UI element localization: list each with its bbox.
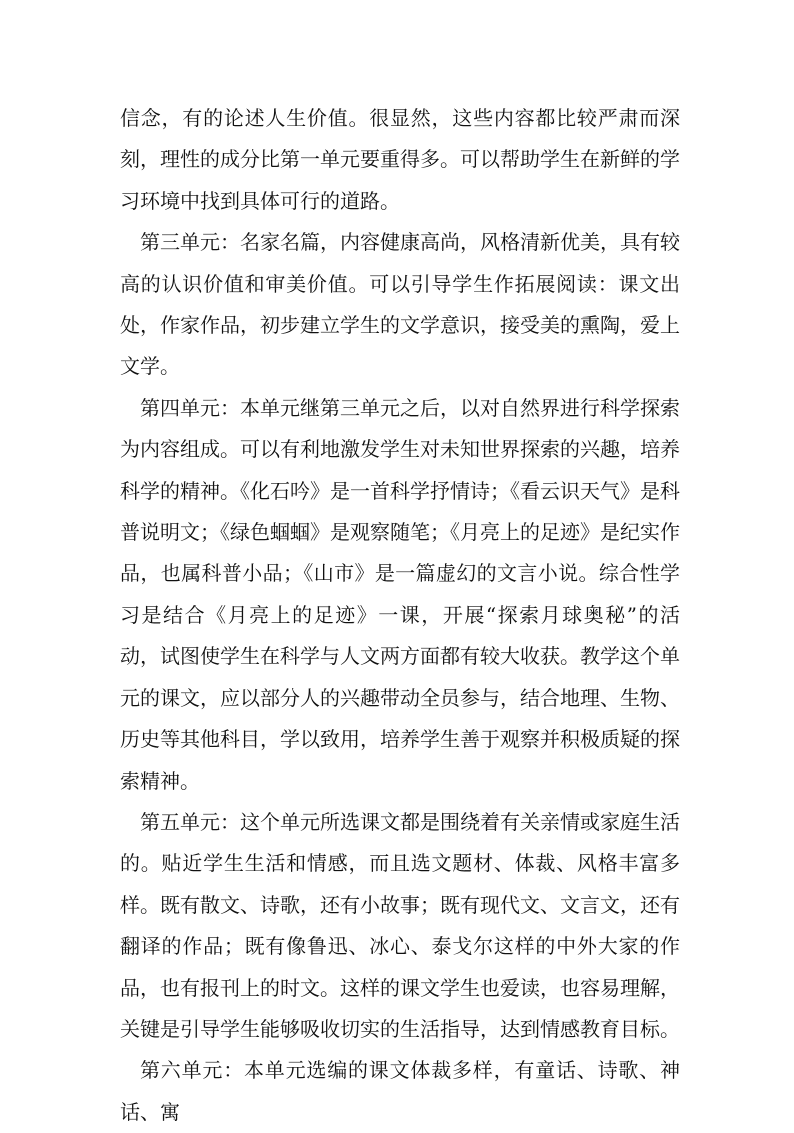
paragraph-unit-four: 第四单元：本单元继第三单元之后，以对自然界进行科学探索为内容组成。可以有利地激发学生对未知世界探索的兴趣，培养科学的精神。《化石吟》是一首科学抒情诗；《看云识天气》是科普说明文；《绿色蝈蝈》是观察随笔；《月亮上的足迹》是纪实作品，也属科普小品；《山市》是一篇虚幻的文言小说。综合性学习是结合《月亮上的足迹》一课，开展“探索月球奥秘”的活动，试图使学生在科学与人文两方面都有较大收获。教学这个单元的课文，应以部分人的兴趣带动全员参与，结合地理、生物、历史等其他科目，学以致用，培养学生善于观察并积极质疑的探索精神。 <box>120 395 680 793</box>
paragraph-unit-five: 第五单元：这个单元所选课文都是围绕着有关亲情或家庭生活的。贴近学生生活和情感，而且选文题材、体裁、风格丰富多样。既有散文、诗歌，还有小故事；既有现代文、文言文，还有翻译的作品；既有像鲁迅、冰心、泰戈尔这样的中外大家的作品，也有报刊上的时文。这样的课文学生也爱读，也容易理解，关键是引导学生能够吸收切实的生活指导，达到情感教育目标。 <box>120 809 680 1041</box>
paragraph-continuation: 信念，有的论述人生价值。很显然，这些内容都比较严肃而深刻，理性的成分比第一单元要重得多。可以帮助学生在新鲜的学习环境中找到具体可行的道路。 <box>120 106 680 213</box>
paragraph-unit-six: 第六单元：本单元选编的课文体裁多样，有童话、诗歌、神话、寓 <box>120 1058 680 1124</box>
document-body <box>120 98 680 1133</box>
paragraph-unit-three: 第三单元：名家名篇，内容健康高尚，风格清新优美，具有较高的认识价值和审美价值。可以引导学生作拓展阅读：课文出处，作家作品，初步建立学生的文学意识，接受美的熏陶，爱上文学。 <box>120 230 680 379</box>
